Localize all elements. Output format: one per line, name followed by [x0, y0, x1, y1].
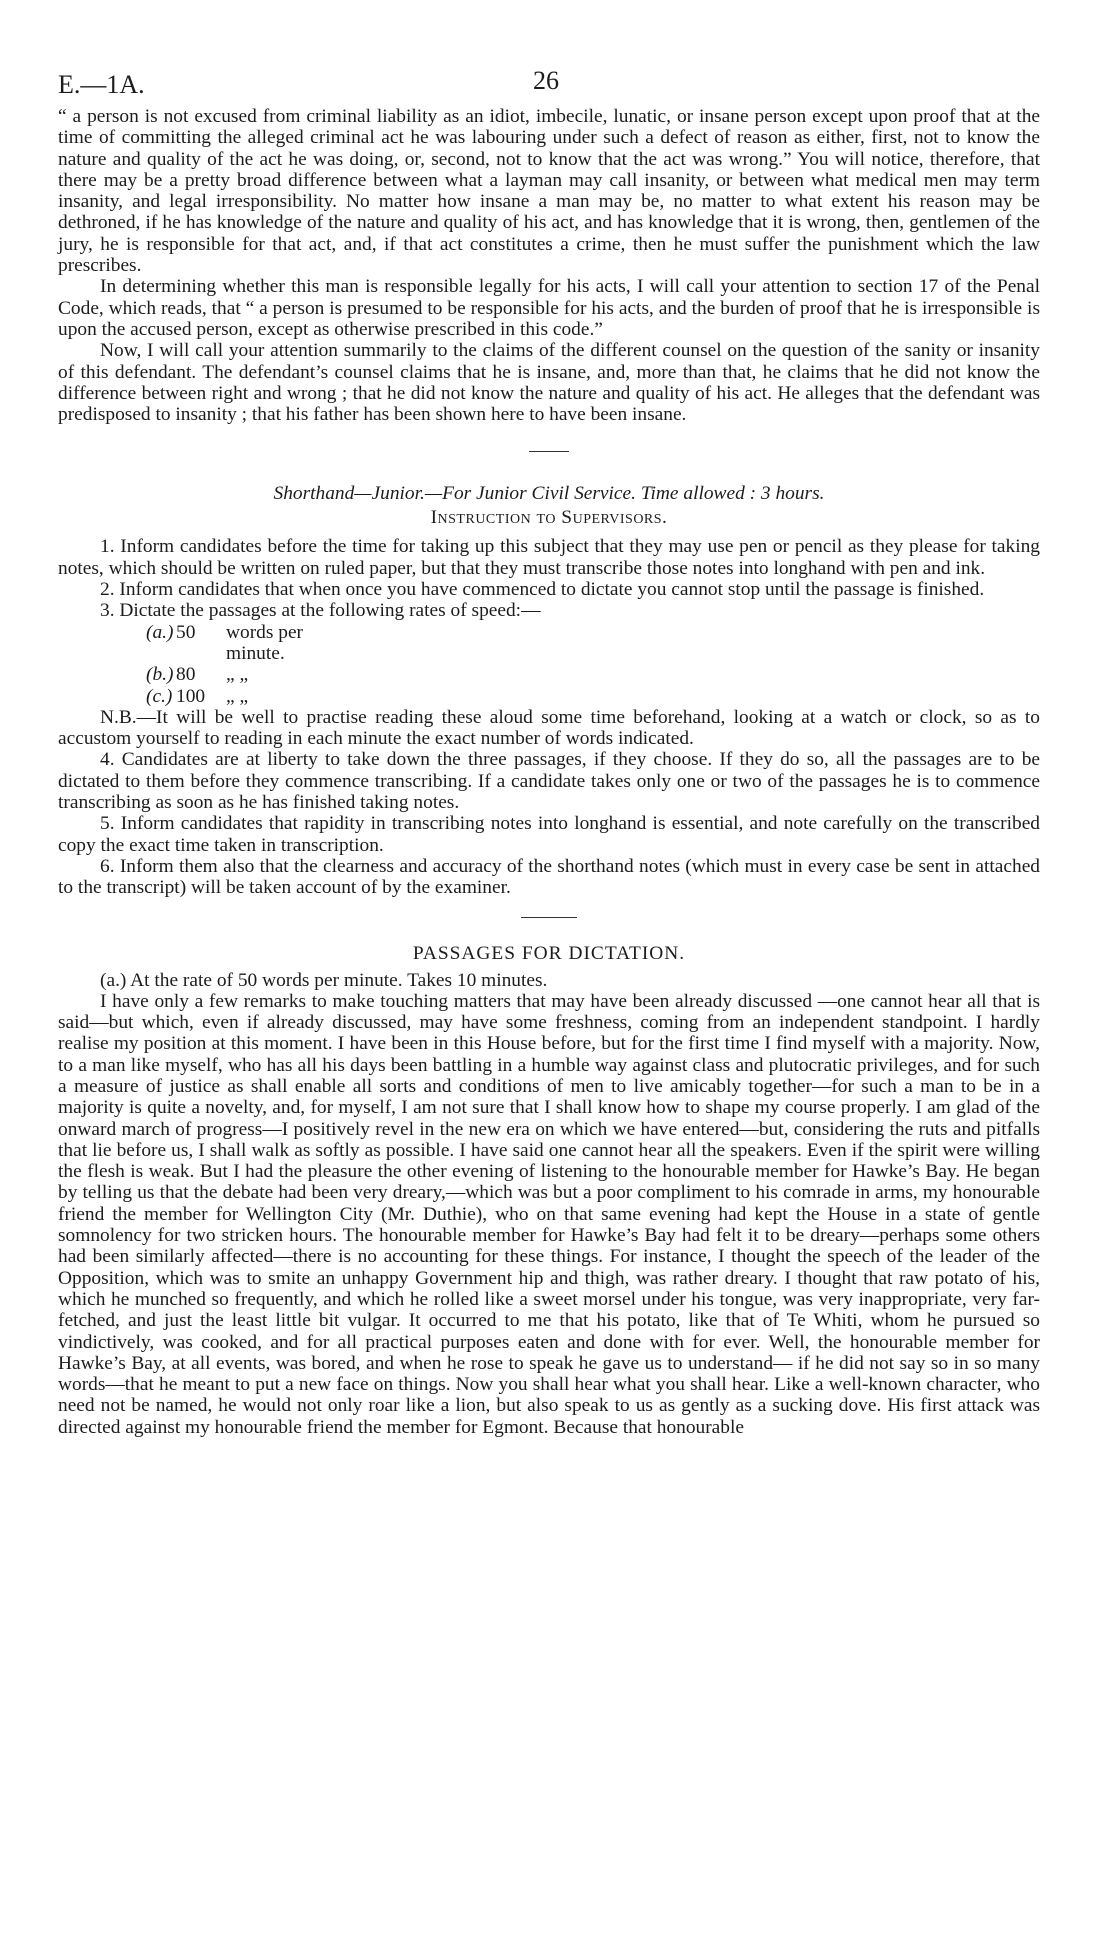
instruction-item: 4. Candidates are at liberty to take down the three passages, if they choose. If they do so, all the passages are to be dictated to them before they commence transcribing. If a candidate takes only one or two of the passages he is to commence transcribing as soon as he has finished taking notes.: [58, 749, 1040, 814]
shorthand-title: Shorthand—Junior.—For Junior Civil Service. Time allowed : 3 hours.: [273, 483, 825, 505]
dictation-rate-line: (a.) At the rate of 50 words per minute. Takes 10 minutes.: [100, 969, 548, 991]
instruction-item: N.B.—It will be well to practise reading these aloud some time beforehand, looking at a watch or clock, so as to accustom yourself to reading in each minute the exact number of words indicated.: [58, 706, 1040, 750]
instruction-item: 3. Dictate the passages at the following rates of speed:—: [100, 600, 541, 622]
rate-value: 50: [176, 621, 196, 643]
shorthand-section: [58, 482, 1040, 898]
dictation-passage: I have only a few remarks to make touching matters that may have been already discussed —one cannot hear all that is said—but which, even if already discussed, may have some freshness, coming from an independent standpoint. I hardly realise my position at this moment. I have been in this House before, but for the first time I find myself with a majority. Now, to a man like myself, who has all his days been battling in a humble way against class and plutocratic privileges, and for such a measure of justice as shall enable all sorts and conditions of men to live amicably together—for such a man to be in a majority is quite a novelty, and, for myself, I am not sure that I shall know how to shape my course properly. I am glad of the onward march of progress—I positively revel in the new era on which we have entered—but, considering the ruts and pitfalls that lie before us, I shall walk as softly as possible. I have said one cannot hear all the speakers. Even if the spirit were willing the flesh is weak. But I had the pleasure the other evening of listening to the honourable member for Hawke’s Bay. He began by telling us that the debate had been very dreary,—which was but a poor compliment to his comrade in arms, my honourable friend the member for Wellington City (Mr. Duthie), who on that same evening had kept the House in a state of gentle somnolency for two stricken hours. The honourable member for Hawke’s Bay had felt it to be dreary—perhaps some others had been similarly affected—there is no accounting for these things. For instance, I thought the speech of the leader of the Opposition, which was to smite an unhappy Government hip and thigh, was rather dreary. I thought that raw potato of his, which he munched so frequently, and which he rolled like a sweet morsel under his tongue, was very inappropriate, very far-fetched, and just the least little bit vulgar. It occurred to me that his potato, like that of Te Whiti, whom he pursued so vindictively, was cooked, and for all practical purposes eaten and done with for ever. Well, the honourable member for Hawke’s Bay, at all events, was bored, and when he rose to speak he gave us to understand— if he did not say so in so many words—that he meant to put a new face on things. Now you shall hear what you shall hear. Like a well-known character, who need not be named, he would not only roar like a lion, but also speak to us as gently as a sucking dove. His first attack was directed against my honourable friend the member for Egmont. Because that honourable: [58, 990, 1040, 1438]
instruction-item: 1. Inform candidates before the time for taking up this subject that they may use pen or pencil as they please for taking notes, which should be written on ruled paper, but that they must transcribe those notes into longhand with pen and ink.: [58, 536, 1040, 579]
instruction-heading: Instruction to Supervisors.: [430, 507, 668, 529]
section-divider: [529, 451, 569, 452]
instruction-item: 6. Inform them also that the clearness and accuracy of the shorthand notes (which must in every case be sent in attached to the transcript) will be taken account of by the examiner.: [58, 855, 1040, 899]
dictation-section: [58, 942, 1040, 1439]
rate-key: (a.): [146, 621, 174, 643]
document-reference: E.—1A.: [58, 70, 145, 99]
rate-key: (c.): [146, 685, 173, 707]
dictation-title: PASSAGES FOR DICTATION.: [412, 942, 686, 964]
instruction-item: 5. Inform candidates that rapidity in transcribing notes into longhand is essential, and note carefully on the transcribed copy the exact time taken in transcription.: [58, 813, 1040, 856]
rate-list: [146, 622, 1040, 707]
page-number: 26: [533, 66, 559, 95]
rate-unit: words per minute.: [226, 621, 304, 664]
rate-key: (b.): [146, 664, 174, 686]
intro-section: [58, 106, 1040, 425]
rate-value: 100: [176, 685, 206, 707]
paragraph: Now, I will call your attention summarily to the claims of the different counsel on the question of the sanity or insanity of this defendant. The defendant’s counsel claims that he is insane, and, more than that, he claims that he did not know the difference between right and wrong ; that he did not know the nature and quality of his act. He alleges that the defendant was predisposed to insanity ; that his father has been shown here to have been insane.: [58, 340, 1040, 426]
rate-value: 80: [176, 664, 196, 686]
rate-row: [146, 622, 1040, 665]
paragraph: “ a person is not excused from criminal liability as an idiot, imbecile, lunatic, or insane person except upon proof that at the time of committing the alleged criminal act he was labouring under such a defect of reason as either, first, not to know the nature and quality of the act he was doing, or, second, not to know that the act was wrong.” You will notice, therefore, that there may be a pretty broad difference between what a layman may call insanity, or between what medical men may term insanity, and legal irresponsibility. No matter how insane a man may be, no matter to what extent his reason may be dethroned, if he has knowledge of the nature and quality of his act, and has knowledge that it is wrong, then, gentlemen of the jury, he is responsible for that act, and, if that act constitutes a crime, then he must suffer the punishment which the law prescribes.: [58, 106, 1040, 277]
section-divider: [521, 917, 577, 918]
page-header: [58, 56, 1040, 106]
rate-unit: „ „: [226, 685, 249, 707]
paragraph: In determining whether this man is responsible legally for his acts, I will call your attention to section 17 of the Penal Code, which reads, that “ a person is presumed to be responsible for his acts, and the burden of proof that he is irresponsible is upon the accused person, except as otherwise prescribed in this code.”: [58, 276, 1040, 340]
rate-unit: „ „: [226, 664, 249, 686]
instruction-item: 2. Inform candidates that when once you have commenced to dictate you cannot stop until the passage is finished.: [100, 579, 985, 601]
rate-row: [146, 664, 1040, 685]
rate-row: [146, 686, 1040, 707]
